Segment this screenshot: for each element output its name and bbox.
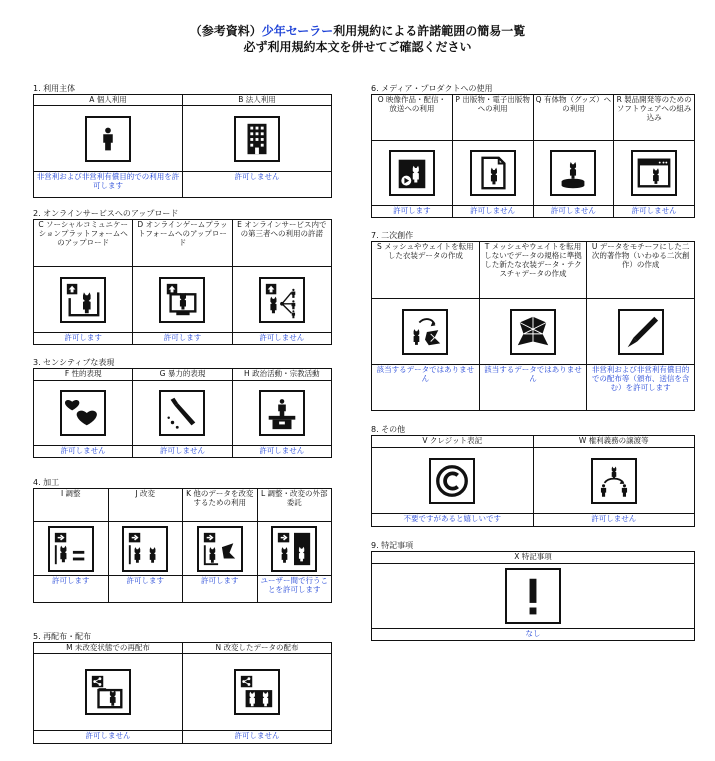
item-l	[258, 489, 332, 602]
section-2-label: 2. オンラインサービスへのアップロード	[33, 209, 179, 218]
item-a-header: A 個人利用	[34, 95, 182, 106]
new-costume-icon	[510, 309, 556, 355]
share-third-party-icon	[259, 277, 305, 323]
section-3-table	[33, 368, 332, 458]
item-x-status: なし	[525, 629, 541, 639]
item-r-header: R 製品開発等のためのソフトウェアへの組み込み	[614, 95, 694, 141]
page-title	[0, 24, 715, 39]
item-l-status: ユーザー間で行うことを許可します	[260, 576, 328, 594]
section-3-label: 3. センシティブな表現	[33, 358, 115, 367]
item-g-header: G 暴力的表現	[133, 369, 231, 381]
section-4-table	[33, 488, 332, 603]
item-o	[372, 95, 453, 217]
item-p-header: P 出版物・電子出版物への利用	[453, 95, 533, 141]
item-b-status: 許可しません	[234, 172, 280, 181]
item-p	[453, 95, 534, 217]
section-1	[33, 84, 332, 198]
item-u-status: 非営利および非営利有償目的での配布等（頒布、送信を含む）を許可します	[591, 365, 690, 392]
title-prefix: （参考資料）	[189, 24, 262, 38]
item-q	[534, 95, 615, 217]
section-9	[371, 541, 695, 641]
item-i	[34, 489, 109, 602]
section-4	[33, 478, 332, 603]
item-p-status: 許可しません	[470, 206, 516, 216]
item-g	[133, 369, 232, 457]
item-e-status: 許可しません	[259, 333, 305, 342]
section-9-table	[371, 551, 695, 641]
copyright-icon	[429, 458, 475, 504]
section-8-table	[371, 435, 695, 527]
person-icon	[85, 116, 131, 162]
item-g-status: 許可しません	[159, 446, 205, 456]
item-m-status: 許可しません	[85, 731, 131, 741]
item-s-header: S メッシュやウェイトを転用した衣装データの作成	[372, 242, 479, 299]
figure-icon	[550, 150, 596, 196]
item-q-status: 許可しません	[550, 206, 596, 216]
section-9-label: 9. 特記事項	[371, 541, 414, 550]
item-c-status: 許可します	[64, 333, 102, 342]
section-1-table	[33, 94, 332, 198]
page-subtitle: 必ず利用規約本文を併せてご確認ください	[243, 40, 472, 54]
item-t-header: T メッシュやウェイトを転用しないでデータの規格に準拠した新たな衣装データ・テクスチャデータの作成	[480, 242, 587, 299]
item-c-header: C ソーシャルコミュニケーションプラットフォームへのアップロード	[34, 220, 132, 267]
item-n	[183, 643, 331, 743]
item-l-header: L 調整・改変の外部委託	[258, 489, 332, 522]
redistribute-icon	[85, 669, 131, 715]
item-s-status: 該当するデータではありません	[376, 365, 475, 383]
section-8-label: 8. その他	[371, 425, 406, 434]
item-f-status: 許可しません	[60, 446, 106, 456]
item-w-header: W 権利義務の譲渡等	[534, 436, 695, 448]
item-b-header: B 法人利用	[183, 95, 331, 106]
podium-icon	[259, 390, 305, 436]
item-h-header: H 政治活動・宗教活動	[233, 369, 331, 381]
item-f-header: F 性的表現	[34, 369, 132, 381]
item-i-header: I 調整	[34, 489, 108, 522]
hearts-icon	[60, 390, 106, 436]
item-n-header: N 改変したデータの配布	[183, 643, 331, 654]
section-5	[33, 632, 332, 744]
item-o-header: O 映像作品・配信・放送への利用	[372, 95, 452, 141]
item-v-header: V クレジット表記	[372, 436, 533, 448]
item-r	[614, 95, 694, 217]
section-8	[371, 425, 695, 527]
outsource-icon	[271, 526, 317, 572]
item-u	[587, 242, 694, 410]
item-q-header: Q 有体物（グッズ）への利用	[534, 95, 614, 141]
section-7-table	[371, 241, 695, 411]
item-m	[34, 643, 183, 743]
section-7	[371, 231, 695, 411]
title-accent: 少年セーラー	[261, 24, 334, 38]
item-j-header: J 改変	[109, 489, 183, 522]
mesh-convert-icon	[402, 309, 448, 355]
item-j-status: 許可します	[126, 576, 164, 585]
item-k	[183, 489, 258, 602]
upload-social-icon	[60, 277, 106, 323]
item-v-status: 不要ですがあると嬉しいです	[403, 514, 501, 524]
item-w-status: 許可しません	[591, 514, 637, 524]
publication-icon	[470, 150, 516, 196]
section-6-label: 6. メディア・プロダクトへの使用	[371, 84, 493, 93]
section-2-table	[33, 219, 332, 345]
item-d	[133, 220, 232, 344]
video-icon	[389, 150, 435, 196]
section-5-table	[33, 642, 332, 744]
item-v	[372, 436, 534, 526]
item-n-status: 許可しません	[234, 731, 280, 741]
modify-icon	[122, 526, 168, 572]
item-w	[534, 436, 695, 526]
section-3	[33, 358, 332, 458]
item-t-status: 該当するデータではありません	[484, 365, 582, 383]
section-6	[371, 84, 695, 218]
adjust-icon	[48, 526, 94, 572]
item-b	[183, 95, 331, 197]
item-k-status: 許可します	[201, 576, 239, 585]
section-1-label: 1. 利用主体	[33, 84, 76, 93]
item-x-header: X 特記事項	[372, 552, 694, 564]
distribute-modified-icon	[234, 669, 280, 715]
item-h	[233, 369, 331, 457]
exclamation-icon	[505, 568, 561, 624]
upload-game-icon	[159, 277, 205, 323]
section-6-table	[371, 94, 695, 218]
item-r-status: 許可しません	[631, 206, 677, 216]
item-c	[34, 220, 133, 344]
section-4-label: 4. 加工	[33, 478, 60, 487]
item-d-header: D オンラインゲームプラットフォームへのアップロード	[133, 220, 231, 267]
item-o-status: 許可します	[393, 206, 431, 216]
item-s	[372, 242, 480, 410]
title-suffix: 利用規約による許諾範囲の簡易一覧	[333, 24, 526, 38]
knife-icon	[159, 390, 205, 436]
modify-other-icon	[197, 526, 243, 572]
item-t	[480, 242, 588, 410]
section-7-label: 7. 二次創作	[371, 231, 414, 240]
item-k-header: K 他のデータを改変するための利用	[183, 489, 257, 522]
pen-icon	[618, 309, 664, 355]
item-i-status: 許可します	[52, 576, 90, 585]
item-u-header: U データをモチーフにした二次的著作物（いわゆる二次創作）の作成	[587, 242, 694, 299]
item-a	[34, 95, 183, 197]
item-d-status: 許可します	[163, 333, 202, 342]
item-j	[109, 489, 184, 602]
item-e-header: E オンラインサービス内での第三者への利用の許諾	[233, 220, 331, 267]
item-x	[372, 552, 694, 640]
item-m-header: M 未改変状態での再配布	[34, 643, 182, 654]
item-h-status: 許可しません	[259, 446, 305, 456]
section-2	[33, 209, 332, 345]
item-e	[233, 220, 331, 344]
section-5-label: 5. 再配布・配布	[33, 632, 92, 641]
item-f	[34, 369, 133, 457]
building-icon	[234, 116, 280, 162]
item-a-status: 非営利および非営利有償目的での利用を許可します	[36, 172, 180, 190]
software-icon	[631, 150, 677, 196]
transfer-icon	[591, 458, 637, 504]
